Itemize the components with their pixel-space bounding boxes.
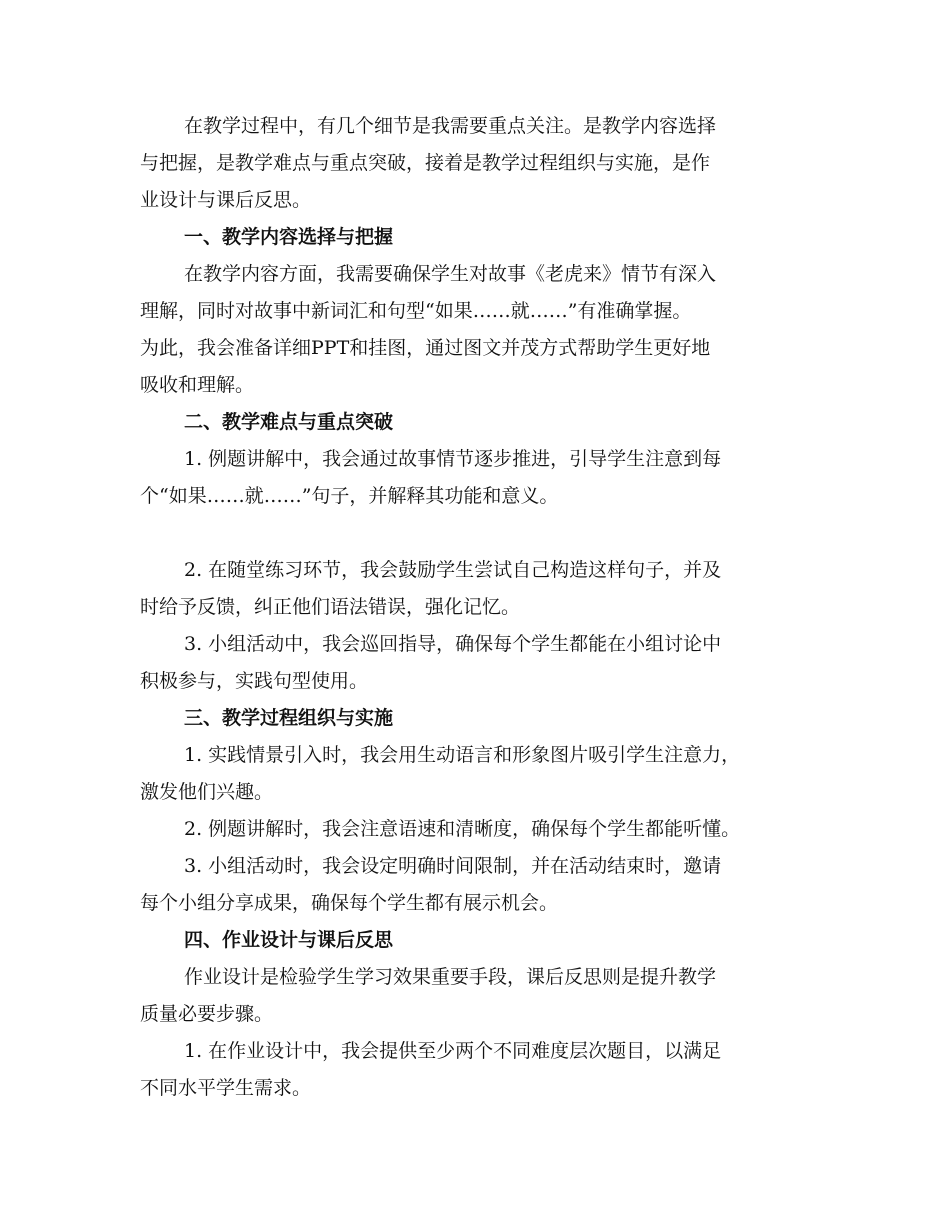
paragraph	[140, 256, 810, 404]
paragraph	[140, 108, 810, 219]
paragraph-line: 在教学过程中，有几个细节是我需要重点关注。是教学内容选择	[184, 115, 717, 137]
paragraph-line: 业设计与课后反思。	[140, 189, 312, 211]
blank-line	[140, 515, 810, 552]
list-item	[140, 848, 810, 922]
paragraph-line: 每个小组分享成果，确保每个学生都有展示机会。	[140, 892, 559, 914]
paragraph-line: 与把握，是教学难点与重点突破，接着是教学过程组织与实施，是作	[140, 152, 711, 174]
list-item	[140, 552, 810, 626]
list-item	[140, 811, 810, 848]
paragraph	[140, 959, 810, 1033]
list-item	[140, 441, 810, 515]
paragraph-line: 时给予反馈，纠正他们语法错误，强化记忆。	[140, 596, 521, 618]
paragraph-line: 吸收和理解。	[140, 374, 255, 396]
paragraph-line: 为此，我会准备详细PPT和挂图，通过图文并茂方式帮助学生更好地	[140, 337, 711, 359]
heading-text: 一、教学内容选择与把握	[184, 226, 394, 248]
paragraph-line: 理解，同时对故事中新词汇和句型“如果……就……”有准确掌握。	[140, 300, 692, 322]
section-heading	[140, 404, 810, 441]
heading-text: 二、教学难点与重点突破	[184, 411, 394, 433]
paragraph-line: 作业设计是检验学生学习效果重要手段，课后反思则是提升教学	[184, 966, 717, 988]
paragraph-line: 3. 小组活动中，我会巡回指导，确保每个学生都能在小组讨论中	[184, 633, 722, 655]
paragraph-line: 1. 例题讲解中，我会通过故事情节逐步推进，引导学生注意到每	[184, 448, 722, 470]
paragraph-line: 不同水平学生需求。	[140, 1077, 312, 1099]
section-heading	[140, 700, 810, 737]
list-item	[140, 626, 810, 700]
paragraph-line: 2. 例题讲解时，我会注意语速和清晰度，确保每个学生都能听懂。	[184, 818, 741, 840]
section-heading	[140, 922, 810, 959]
document-body	[140, 108, 810, 1107]
section-heading	[140, 219, 810, 256]
paragraph-line: 积极参与，实践句型使用。	[140, 670, 369, 692]
paragraph-line: 2. 在随堂练习环节，我会鼓励学生尝试自己构造这样句子，并及	[184, 559, 722, 581]
paragraph-line: 激发他们兴趣。	[140, 781, 274, 803]
paragraph-line: 3. 小组活动时，我会设定明确时间限制，并在活动结束时，邀请	[184, 855, 722, 877]
list-item	[140, 737, 810, 811]
paragraph-line: 质量必要步骤。	[140, 1003, 274, 1025]
paragraph-line: 在教学内容方面，我需要确保学生对故事《老虎来》情节有深入	[184, 263, 717, 285]
paragraph-line: 1. 实践情景引入时，我会用生动语言和形象图片吸引学生注意力，	[184, 744, 741, 766]
paragraph-line: 1. 在作业设计中，我会提供至少两个不同难度层次题目，以满足	[184, 1040, 722, 1062]
heading-text: 四、作业设计与课后反思	[184, 929, 394, 951]
paragraph-line: 个“如果……就……”句子，并解释其功能和意义。	[140, 485, 559, 507]
heading-text: 三、教学过程组织与实施	[184, 707, 394, 729]
list-item	[140, 1033, 810, 1107]
